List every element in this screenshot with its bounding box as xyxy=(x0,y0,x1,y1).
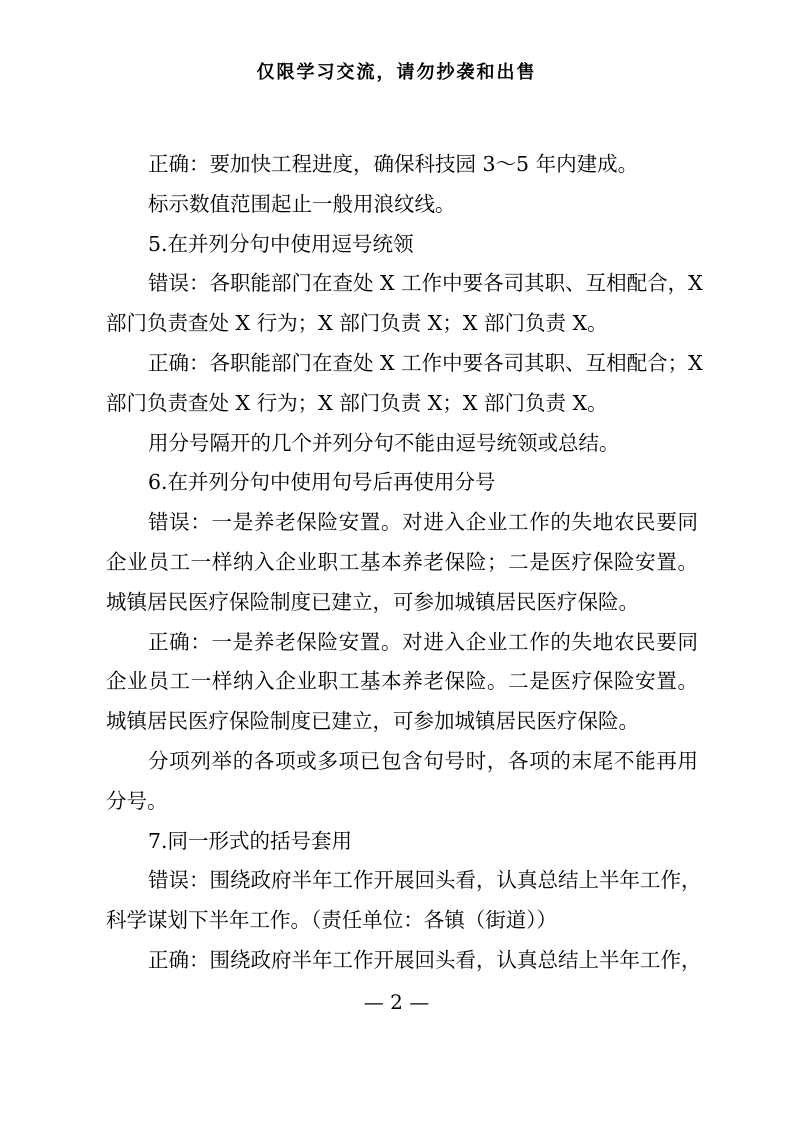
paragraph-line: 5.在并列分句中使用逗号统领 xyxy=(148,231,414,256)
paragraph-line: 用分号隔开的几个并列分句不能由逗号统领或总结。 xyxy=(148,430,620,455)
paragraph-line: 分项列举的各项或多项已包含句号时，各项的末尾不能再用 xyxy=(148,748,698,773)
paragraph-line: 标示数值范围起止一般用浪纹线。 xyxy=(148,191,456,216)
paragraph-line: 正确：一是养老保险安置。对进入企业工作的失地农民要同 xyxy=(148,629,698,654)
paragraph-line: 企业员工一样纳入企业职工基本养老保险。二是医疗保险安置。 xyxy=(106,669,698,694)
page-number: — 2 — xyxy=(363,990,430,1014)
paragraph-line: 错误：围绕政府半年工作开展回头看，认真总结上半年工作， xyxy=(148,868,702,893)
paragraph-line: 科学谋划下半年工作。（责任单位：各镇（街道）） xyxy=(106,908,557,933)
paragraph-line: 分号。 xyxy=(106,788,168,813)
paragraph-line: 错误：一是养老保险安置。对进入企业工作的失地农民要同 xyxy=(148,510,698,535)
watermark-header: 仅限学习交流，请勿抄袭和出售 xyxy=(256,62,537,83)
paragraph-line: 企业员工一样纳入企业职工基本养老保险；二是医疗保险安置。 xyxy=(106,549,698,574)
paragraph-line: 城镇居民医疗保险制度已建立，可参加城镇居民医疗保险。 xyxy=(106,709,639,734)
paragraph-line: 6.在并列分句中使用句号后再使用分号 xyxy=(148,470,496,495)
paragraph-line: 正确：要加快工程进度，确保科技园 3～5 年内建成。 xyxy=(148,152,639,176)
paragraph-line: 正确：围绕政府半年工作开展回头看，认真总结上半年工作， xyxy=(148,947,702,972)
paragraph-line: 部门负责查处 X 行为；X 部门负责 X；X 部门负责 X。 xyxy=(106,390,608,415)
document-body xyxy=(106,145,703,981)
paragraph-line: 部门负责查处 X 行为；X 部门负责 X；X 部门负责 X。 xyxy=(106,311,608,336)
paragraph-line: 城镇居民医疗保险制度已建立，可参加城镇居民医疗保险。 xyxy=(106,589,639,614)
paragraph-line: 7.同一形式的括号套用 xyxy=(148,828,353,853)
paragraph-line: 错误：各职能部门在查处 X 工作中要各司其职、互相配合，X xyxy=(148,271,703,296)
paragraph-line: 正确：各职能部门在查处 X 工作中要各司其职、互相配合；X xyxy=(148,350,703,375)
